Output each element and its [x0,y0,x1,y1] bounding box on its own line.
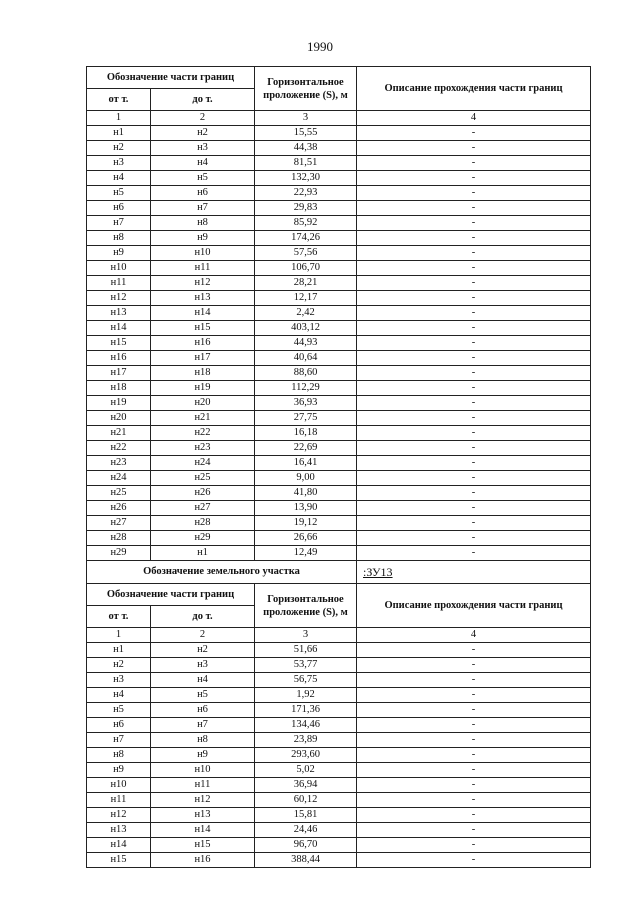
distance-cell: 12,17 [255,291,357,306]
description-cell: - [357,778,591,793]
from-cell: н15 [87,336,151,351]
to-cell: н10 [151,246,255,261]
to-cell: н2 [151,643,255,658]
to-cell: н13 [151,808,255,823]
distance-cell: 81,51 [255,156,357,171]
distance-cell: 132,30 [255,171,357,186]
to-cell: н25 [151,471,255,486]
to-cell: н9 [151,231,255,246]
from-cell: н5 [87,186,151,201]
description-cell: - [357,351,591,366]
to-cell: н12 [151,793,255,808]
table-row [87,351,591,366]
to-cell: н16 [151,853,255,868]
table-row [87,411,591,426]
description-cell: - [357,216,591,231]
description-cell: - [357,673,591,688]
to-cell: н19 [151,381,255,396]
table-row [87,171,591,186]
to-cell: н15 [151,321,255,336]
table-row [87,276,591,291]
boundary-table [86,66,591,868]
from-cell: н14 [87,321,151,336]
to-cell: н5 [151,688,255,703]
from-cell: н6 [87,201,151,216]
from-cell: н23 [87,456,151,471]
column-number-1-2: 1 [87,628,151,643]
from-cell: н7 [87,216,151,231]
distance-cell: 85,92 [255,216,357,231]
table-row [87,231,591,246]
from-cell: н17 [87,366,151,381]
description-cell: - [357,396,591,411]
description-cell: - [357,231,591,246]
description-cell: - [357,411,591,426]
to-cell: н26 [151,486,255,501]
header-distance: Горизонтальное проложение (S), м [255,67,357,111]
table-row [87,823,591,838]
from-cell: н7 [87,733,151,748]
plot-label: Обозначение земельного участка [87,561,357,584]
to-cell: н16 [151,336,255,351]
distance-cell: 40,64 [255,351,357,366]
description-cell: - [357,703,591,718]
description-cell: - [357,291,591,306]
distance-cell: 388,44 [255,853,357,868]
table-row [87,516,591,531]
description-cell: - [357,853,591,868]
to-cell: н3 [151,658,255,673]
column-number-3: 3 [255,111,357,126]
description-cell: - [357,808,591,823]
description-cell: - [357,306,591,321]
description-cell: - [357,321,591,336]
from-cell: н21 [87,426,151,441]
from-cell: н8 [87,748,151,763]
from-cell: н27 [87,516,151,531]
from-cell: н6 [87,718,151,733]
description-cell: - [357,531,591,546]
to-cell: н3 [151,141,255,156]
to-cell: н12 [151,276,255,291]
distance-cell: 36,94 [255,778,357,793]
table-row [87,261,591,276]
table-row [87,201,591,216]
table-row [87,441,591,456]
distance-cell: 57,56 [255,246,357,261]
to-cell: н7 [151,718,255,733]
to-cell: н24 [151,456,255,471]
distance-cell: 29,83 [255,201,357,216]
distance-cell: 13,90 [255,501,357,516]
header-row-2 [87,584,591,606]
to-cell: н27 [151,501,255,516]
description-cell: - [357,823,591,838]
table-row [87,471,591,486]
description-cell: - [357,156,591,171]
description-cell: - [357,748,591,763]
distance-cell: 28,21 [255,276,357,291]
distance-cell: 36,93 [255,396,357,411]
from-cell: н5 [87,703,151,718]
distance-cell: 134,46 [255,718,357,733]
table-row [87,778,591,793]
from-cell: н1 [87,126,151,141]
distance-cell: 106,70 [255,261,357,276]
description-cell: - [357,688,591,703]
distance-cell: 9,00 [255,471,357,486]
header-from-2: от т. [87,606,151,628]
description-cell: - [357,276,591,291]
from-cell: н22 [87,441,151,456]
distance-cell: 12,49 [255,546,357,561]
table-row [87,748,591,763]
from-cell: н20 [87,411,151,426]
table-row [87,186,591,201]
from-cell: н16 [87,351,151,366]
distance-cell: 112,29 [255,381,357,396]
description-cell: - [357,486,591,501]
table-row [87,546,591,561]
description-cell: - [357,201,591,216]
header-description: Описание прохождения части границ [357,67,591,111]
description-cell: - [357,501,591,516]
header-parts: Обозначение части границ [87,67,255,89]
description-cell: - [357,171,591,186]
from-cell: н9 [87,763,151,778]
distance-cell: 53,77 [255,658,357,673]
table-row [87,321,591,336]
distance-cell: 51,66 [255,643,357,658]
distance-cell: 171,36 [255,703,357,718]
description-cell: - [357,126,591,141]
description-cell: - [357,718,591,733]
from-cell: н18 [87,381,151,396]
from-cell: н12 [87,291,151,306]
from-cell: н29 [87,546,151,561]
from-cell: н2 [87,658,151,673]
table-row [87,366,591,381]
distance-cell: 23,89 [255,733,357,748]
table-row [87,733,591,748]
description-cell: - [357,381,591,396]
to-cell: н17 [151,351,255,366]
from-cell: н13 [87,306,151,321]
distance-cell: 174,26 [255,231,357,246]
table-row [87,141,591,156]
header-from: от т. [87,89,151,111]
to-cell: н5 [151,171,255,186]
table-row [87,688,591,703]
from-cell: н3 [87,156,151,171]
to-cell: н6 [151,186,255,201]
description-cell: - [357,456,591,471]
to-cell: н8 [151,733,255,748]
distance-cell: 2,42 [255,306,357,321]
description-cell: - [357,186,591,201]
to-cell: н4 [151,673,255,688]
description-cell: - [357,643,591,658]
from-cell: н8 [87,231,151,246]
column-number-4: 4 [357,111,591,126]
table-row [87,531,591,546]
distance-cell: 26,66 [255,531,357,546]
from-cell: н19 [87,396,151,411]
table-row [87,793,591,808]
to-cell: н20 [151,396,255,411]
table-row [87,426,591,441]
distance-cell: 403,12 [255,321,357,336]
from-cell: н11 [87,276,151,291]
distance-cell: 88,60 [255,366,357,381]
table-row [87,246,591,261]
to-cell: н14 [151,306,255,321]
table-row [87,396,591,411]
description-cell: - [357,546,591,561]
description-cell: - [357,246,591,261]
from-cell: н10 [87,261,151,276]
page-number: 1990 [307,39,333,54]
table-row [87,126,591,141]
table-row [87,381,591,396]
distance-cell: 22,69 [255,441,357,456]
from-cell: н14 [87,838,151,853]
to-cell: н29 [151,531,255,546]
table-row [87,456,591,471]
description-cell: - [357,141,591,156]
column-number-1: 1 [87,111,151,126]
column-number-row [87,111,591,126]
to-cell: н7 [151,201,255,216]
table-row [87,486,591,501]
description-cell: - [357,471,591,486]
header-to: до т. [151,89,255,111]
distance-cell: 16,41 [255,456,357,471]
description-cell: - [357,336,591,351]
distance-cell: 16,18 [255,426,357,441]
to-cell: н21 [151,411,255,426]
from-cell: н11 [87,793,151,808]
header-description-2: Описание прохождения части границ [357,584,591,628]
table-row [87,291,591,306]
from-cell: н3 [87,673,151,688]
header-distance-2: Горизонтальное проложение (S), м [255,584,357,628]
description-cell: - [357,516,591,531]
from-cell: н15 [87,853,151,868]
plot-row [87,561,591,584]
table-row [87,718,591,733]
description-cell: - [357,733,591,748]
distance-cell: 27,75 [255,411,357,426]
from-cell: н4 [87,171,151,186]
boundary-table-body [87,67,591,868]
table-row [87,216,591,231]
header-row [87,67,591,89]
to-cell: н6 [151,703,255,718]
table-row [87,673,591,688]
description-cell: - [357,658,591,673]
to-cell: н9 [151,748,255,763]
description-cell: - [357,441,591,456]
distance-cell: 60,12 [255,793,357,808]
table-row [87,658,591,673]
distance-cell: 41,80 [255,486,357,501]
table-row [87,501,591,516]
column-number-2: 2 [151,111,255,126]
to-cell: н11 [151,261,255,276]
from-cell: н2 [87,141,151,156]
table-row [87,808,591,823]
distance-cell: 15,55 [255,126,357,141]
from-cell: н9 [87,246,151,261]
distance-cell: 22,93 [255,186,357,201]
description-cell: - [357,838,591,853]
distance-cell: 1,92 [255,688,357,703]
description-cell: - [357,261,591,276]
table-row [87,643,591,658]
distance-cell: 44,93 [255,336,357,351]
from-cell: н12 [87,808,151,823]
description-cell: - [357,793,591,808]
table-row [87,156,591,171]
to-cell: н18 [151,366,255,381]
description-cell: - [357,763,591,778]
table-row [87,703,591,718]
distance-cell: 56,75 [255,673,357,688]
distance-cell: 96,70 [255,838,357,853]
to-cell: н2 [151,126,255,141]
table-row [87,763,591,778]
distance-cell: 24,46 [255,823,357,838]
to-cell: н1 [151,546,255,561]
description-cell: - [357,426,591,441]
to-cell: н14 [151,823,255,838]
plot-id: :ЗУ13 [357,561,591,584]
to-cell: н13 [151,291,255,306]
table-row [87,853,591,868]
distance-cell: 293,60 [255,748,357,763]
table-row [87,838,591,853]
from-cell: н28 [87,531,151,546]
from-cell: н25 [87,486,151,501]
distance-cell: 15,81 [255,808,357,823]
to-cell: н28 [151,516,255,531]
from-cell: н10 [87,778,151,793]
column-number-3-2: 3 [255,628,357,643]
header-parts-2: Обозначение части границ [87,584,255,606]
column-number-row-2 [87,628,591,643]
to-cell: н10 [151,763,255,778]
from-cell: н13 [87,823,151,838]
to-cell: н15 [151,838,255,853]
from-cell: н1 [87,643,151,658]
distance-cell: 19,12 [255,516,357,531]
description-cell: - [357,366,591,381]
column-number-2-2: 2 [151,628,255,643]
to-cell: н11 [151,778,255,793]
to-cell: н8 [151,216,255,231]
from-cell: н4 [87,688,151,703]
from-cell: н24 [87,471,151,486]
to-cell: н4 [151,156,255,171]
from-cell: н26 [87,501,151,516]
header-to-2: до т. [151,606,255,628]
table-row [87,306,591,321]
table-row [87,336,591,351]
column-number-4-2: 4 [357,628,591,643]
to-cell: н23 [151,441,255,456]
distance-cell: 44,38 [255,141,357,156]
to-cell: н22 [151,426,255,441]
distance-cell: 5,02 [255,763,357,778]
